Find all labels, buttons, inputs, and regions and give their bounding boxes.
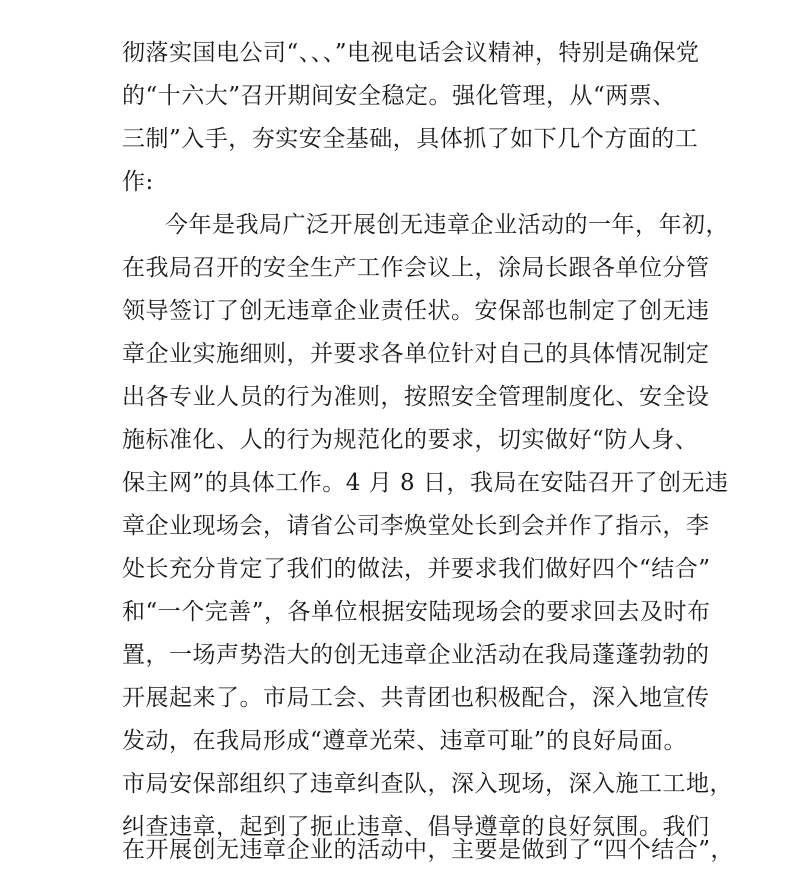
text-line: 彻落实国电公司“、、、”电视电话会议精神，特别是确保党 [122, 40, 700, 66]
text-line: 保主网”的具体工作。4 月 8 日，我局在安陆召开了创无违 [122, 470, 729, 496]
text-line: 施标准化、人的行为规范化的要求，切实做好“防人身、 [122, 427, 699, 453]
text-line: 开展起来了。市局工会、共青团也积极配合，深入地宣传 [122, 685, 710, 711]
text-line: 出各专业人员的行为准则，按照安全管理制度化、安全设 [122, 384, 710, 410]
text-line: 作: [122, 169, 154, 195]
text-line: 三制”入手，夯实安全基础，具体抓了如下几个方面的工 [122, 126, 699, 152]
text-line: 市局安保部组织了违章纠查队，深入现场，深入施工工地， [122, 771, 733, 797]
text-line: 的“十六大”召开期间安全稳定。强化管理，从“两票、 [122, 83, 676, 109]
text-line: 在开展创无违章企业的活动中，主要是做到了“四个结合”， [122, 837, 735, 863]
text-line: 置，一场声势浩大的创无违章企业活动在我局蓬蓬勃勃的 [122, 642, 710, 668]
text-line: 章企业实施细则，并要求各单位针对自己的具体情况制定 [122, 341, 710, 367]
text-line: 章企业现场会，请省公司李焕堂处长到会并作了指示，李 [122, 513, 710, 539]
text-line: 在我局召开的安全生产工作会议上，涂局长跟各单位分管 [122, 255, 710, 281]
text-line: 发动，在我局形成“遵章光荣、违章可耻”的良好局面。 [122, 728, 688, 754]
text-line: 领导签订了创无违章企业责任状。安保部也制定了创无违 [122, 298, 710, 324]
text-line: 和“一个完善”，各单位根据安陆现场会的要求回去及时布 [122, 599, 711, 625]
text-line: 处长充分肯定了我们的做法，并要求我们做好四个“结合” [122, 556, 711, 582]
paragraph-first-line: 今年是我局广泛开展创无违章企业活动的一年，年初， [165, 212, 729, 238]
text-line: 纠查违章，起到了扼止违章、倡导遵章的良好氛围。我们 [122, 814, 710, 840]
